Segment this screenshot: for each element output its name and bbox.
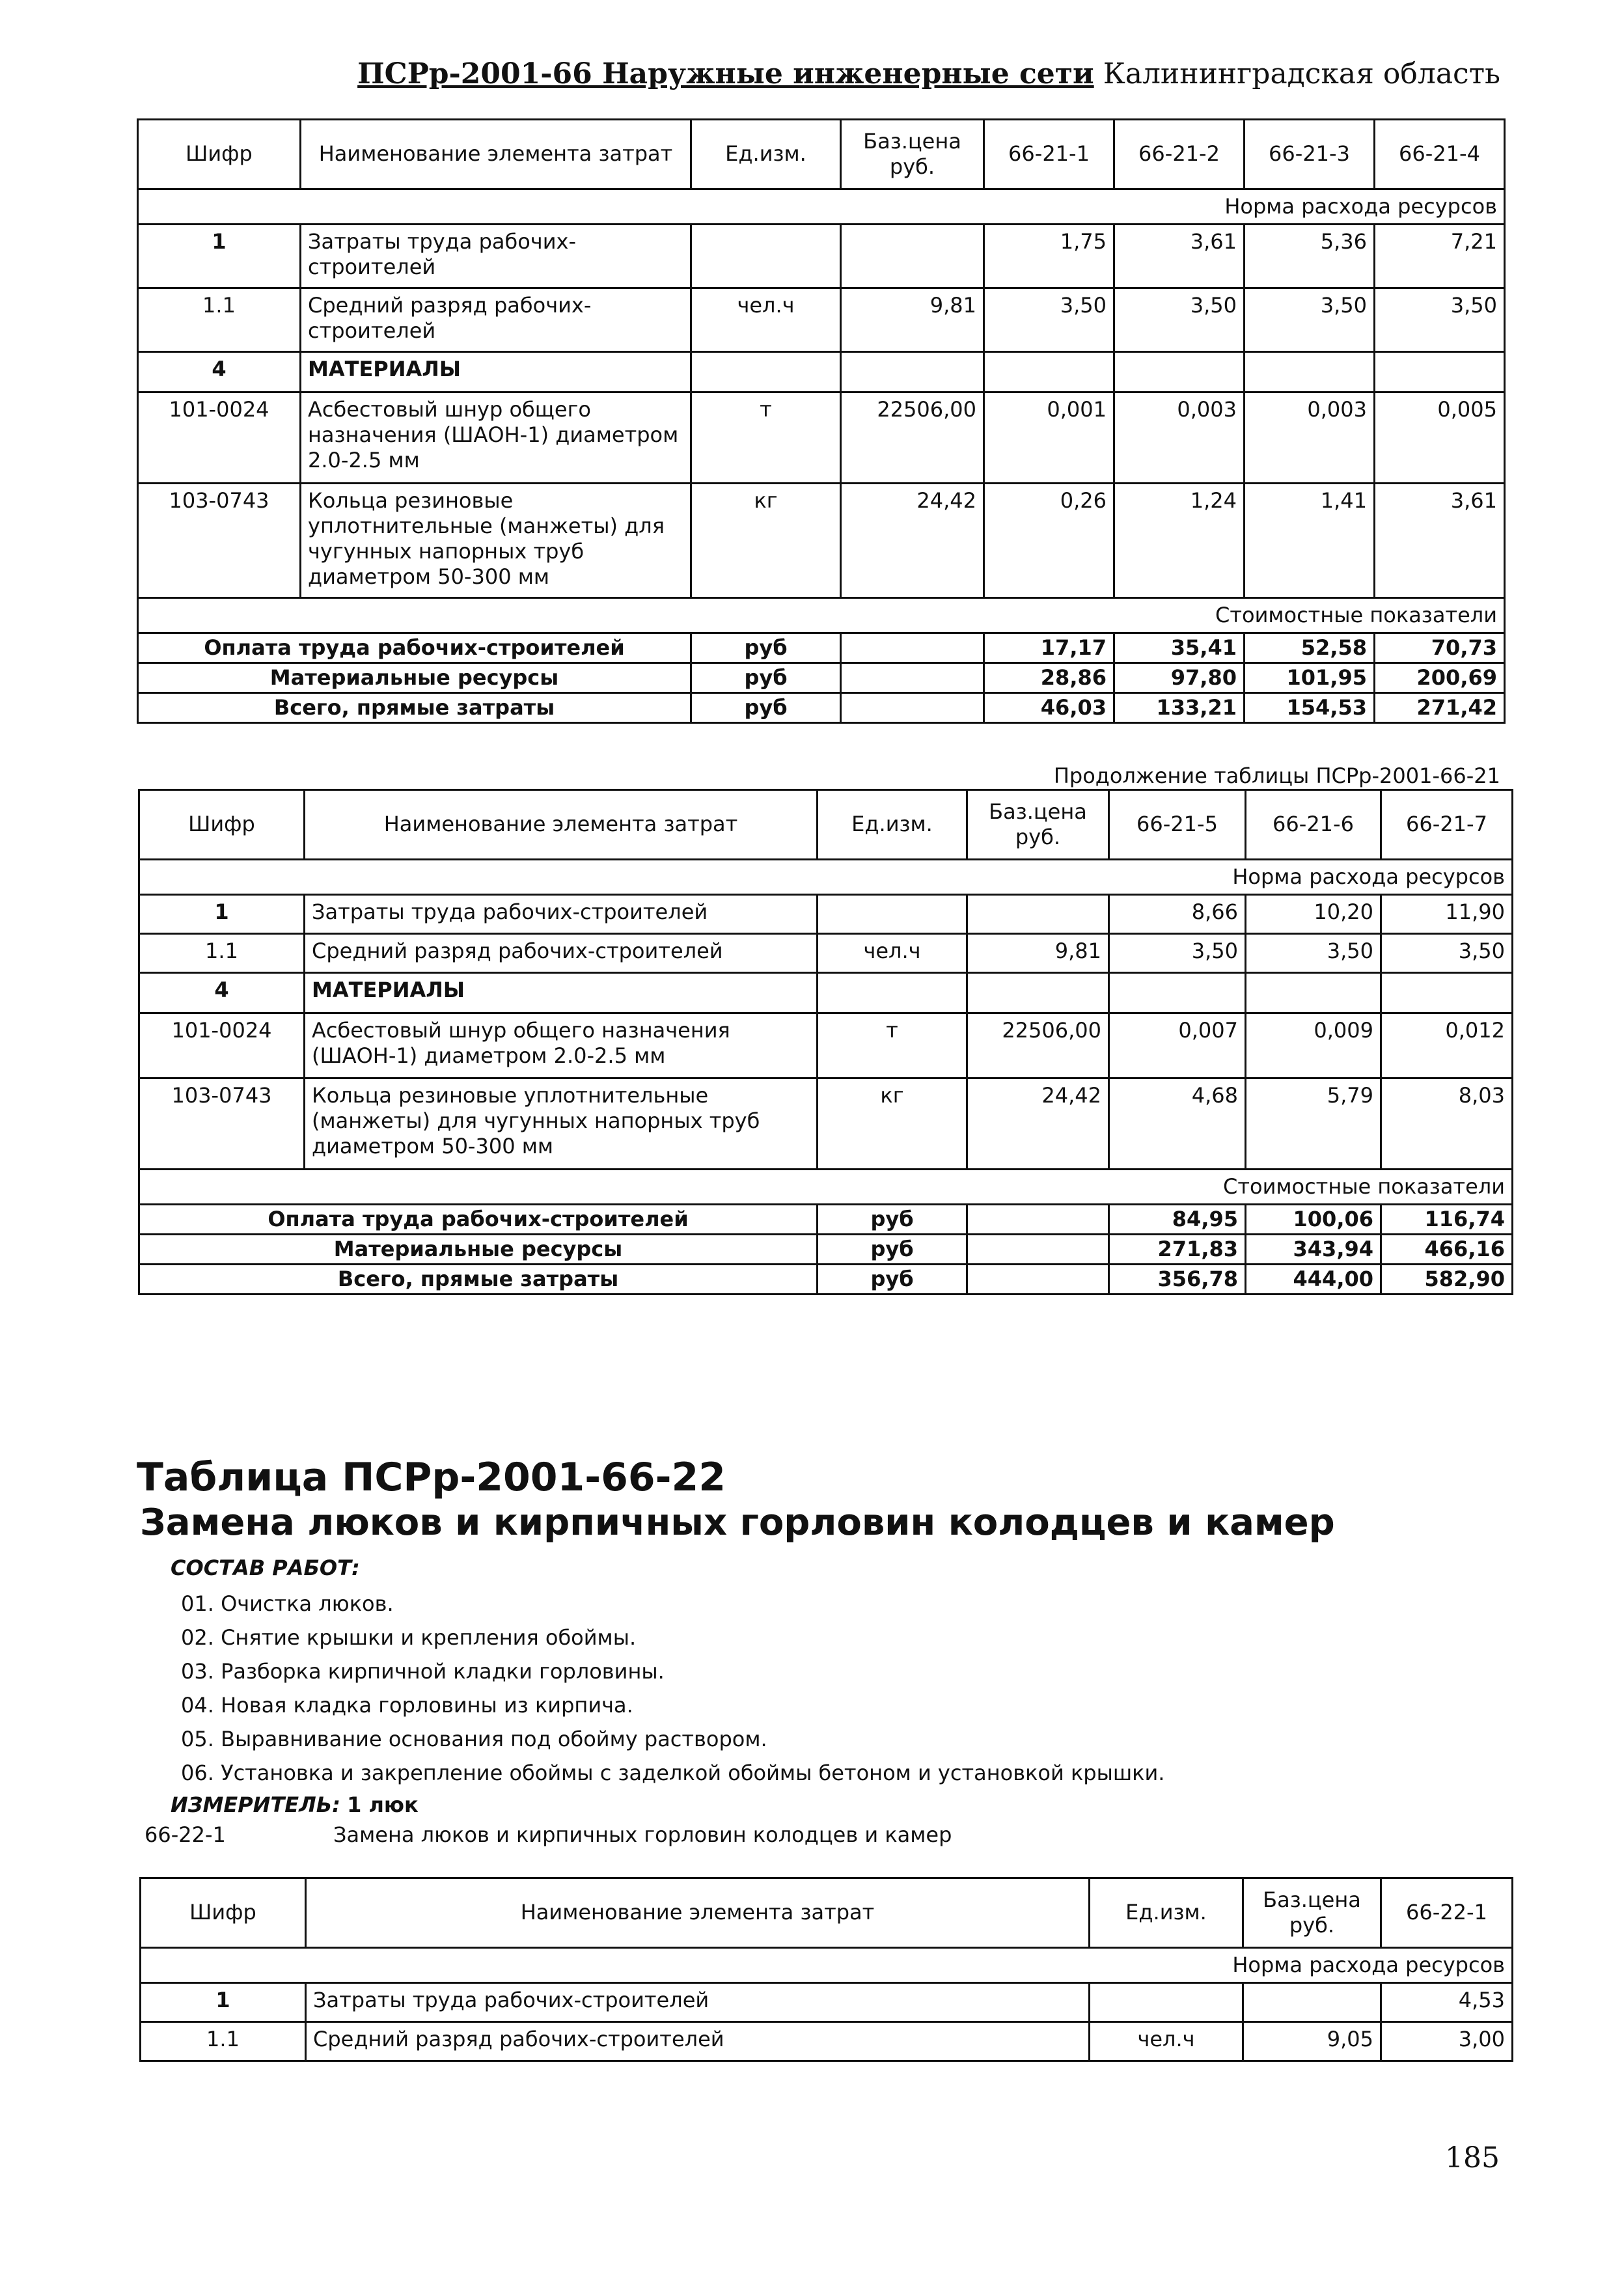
total-value: 154,53 (1245, 693, 1375, 723)
col-header-price: Баз.цена руб. (841, 120, 984, 189)
row-value: 3,50 (1114, 288, 1245, 352)
norm-band: Норма расхода ресурсов (139, 860, 1513, 895)
row-unit: чел.ч (691, 288, 841, 352)
row-value: 0,009 (1246, 1013, 1381, 1078)
total-label: Оплата труда рабочих-строителей (138, 633, 691, 663)
row-price (967, 895, 1109, 934)
row-code: 101-0024 (138, 392, 301, 484)
row-unit: кг (818, 1078, 967, 1170)
row-code: 1.1 (139, 934, 305, 973)
row-code: 1.1 (138, 288, 301, 352)
total-value: 101,95 (1245, 663, 1375, 693)
row-value: 3,50 (1246, 934, 1381, 973)
col-header-66-21-7: 66-21-7 (1381, 790, 1513, 860)
col-header-price: Баз.цена руб. (967, 790, 1109, 860)
list-item: 06. Установка и закрепление обоймы с заделкой обоймы бетоном и установкой крышки. (181, 1761, 1165, 1785)
row-code: 103-0743 (139, 1078, 305, 1170)
total-label: Материальные ресурсы (139, 1235, 818, 1265)
table-row (138, 288, 1505, 352)
total-label: Материальные ресурсы (138, 663, 691, 693)
cost-band-row (138, 598, 1505, 633)
col-header-66-21-4: 66-21-4 (1375, 120, 1505, 189)
row-code: 1 (138, 225, 301, 288)
row-value: 1,41 (1245, 484, 1375, 598)
total-unit: руб (691, 633, 841, 663)
row-name: Средний разряд рабочих-строителей (301, 288, 691, 352)
row-code: 1 (139, 895, 305, 934)
row-unit: чел.ч (818, 934, 967, 973)
row-value: 3,61 (1375, 484, 1505, 598)
row-value: 3,00 (1381, 2022, 1513, 2061)
continuation-note: Продолжение таблицы ПСРр-2001-66-21 (1053, 763, 1500, 788)
table-row (138, 352, 1505, 392)
row-value: 1,24 (1114, 484, 1245, 598)
cost-band-row (139, 1170, 1513, 1205)
total-label: Оплата труда рабочих-строителей (139, 1205, 818, 1235)
col-header-code: Шифр (141, 1878, 306, 1948)
row-unit (818, 895, 967, 934)
table-header-row (138, 120, 1505, 189)
row-value: 3,50 (1109, 934, 1246, 973)
page-number: 185 (1445, 2141, 1500, 2174)
row-name: Кольца резиновые уплотнительные (манжеты) для чугунных напорных труб диаметром 50-300 мм (305, 1078, 818, 1170)
total-value: 35,41 (1114, 633, 1245, 663)
row-name: МАТЕРИАЛЫ (305, 973, 818, 1013)
item-code-line (145, 1822, 952, 1847)
list-item: 01. Очистка люков. (181, 1591, 394, 1616)
total-value: 356,78 (1109, 1265, 1246, 1295)
total-row (138, 693, 1505, 723)
total-value: 343,94 (1246, 1235, 1381, 1265)
item-name: Замена люков и кирпичных горловин колодцев и камер (333, 1822, 952, 1847)
table-header-row (141, 1878, 1513, 1948)
total-price-empty (967, 1265, 1109, 1295)
table-row (139, 1013, 1513, 1078)
total-price-empty (841, 693, 984, 723)
total-price-empty (841, 633, 984, 663)
total-row (139, 1205, 1513, 1235)
row-name: Кольца резиновые уплотнительные (манжеты) для чугунных напорных труб диаметром 50-300 мм (301, 484, 691, 598)
measure-label: ИЗМЕРИТЕЛЬ: (171, 1792, 340, 1817)
section-title: Таблица ПСРр-2001-66-22 (137, 1455, 726, 1500)
table-row (139, 934, 1513, 973)
row-value: 0,005 (1375, 392, 1505, 484)
row-value: 0,003 (1245, 392, 1375, 484)
item-code: 66-22-1 (145, 1822, 226, 1847)
row-code: 4 (139, 973, 305, 1013)
row-value: 5,79 (1246, 1078, 1381, 1170)
norm-band-row (141, 1948, 1513, 1983)
total-value: 100,06 (1246, 1205, 1381, 1235)
row-name: Асбестовый шнур общего назначения (ШАОН-1) диаметром 2.0-2.5 мм (305, 1013, 818, 1078)
row-value: 1,75 (984, 225, 1114, 288)
header-code: ПСРр-2001-66 Наружные инженерные сети (357, 57, 1094, 90)
col-header-unit: Ед.изм. (818, 790, 967, 860)
total-value: 28,86 (984, 663, 1114, 693)
row-value: 4,53 (1381, 1983, 1513, 2022)
row-value: 4,68 (1109, 1078, 1246, 1170)
cost-band: Стоимостные показатели (138, 598, 1505, 633)
row-name: Средний разряд рабочих-строителей (306, 2022, 1090, 2061)
row-unit (1090, 1983, 1243, 2022)
list-item: 05. Выравнивание основания под обойму раствором. (181, 1727, 767, 1751)
row-value (1245, 352, 1375, 392)
row-price: 9,81 (967, 934, 1109, 973)
total-unit: руб (691, 663, 841, 693)
row-unit (691, 352, 841, 392)
resource-table-66-21-part2 (138, 789, 1513, 1295)
row-code: 1 (141, 1983, 306, 2022)
col-header-66-21-3: 66-21-3 (1245, 120, 1375, 189)
total-price-empty (967, 1205, 1109, 1235)
total-value: 271,83 (1109, 1235, 1246, 1265)
total-price-empty (841, 663, 984, 693)
row-code: 101-0024 (139, 1013, 305, 1078)
norm-band: Норма расхода ресурсов (141, 1948, 1513, 1983)
list-item: 03. Разборка кирпичной кладки горловины. (181, 1659, 665, 1684)
row-value: 8,03 (1381, 1078, 1513, 1170)
table-row (141, 2022, 1513, 2061)
row-value: 10,20 (1246, 895, 1381, 934)
row-value: 0,003 (1114, 392, 1245, 484)
total-row (138, 663, 1505, 693)
row-unit: кг (691, 484, 841, 598)
row-name: Асбестовый шнур общего назначения (ШАОН-1) диаметром 2.0-2.5 мм (301, 392, 691, 484)
table-row (141, 1983, 1513, 2022)
work-composition-label: СОСТАВ РАБОТ: (171, 1556, 360, 1580)
total-value: 52,58 (1245, 633, 1375, 663)
col-header-66-21-6: 66-21-6 (1246, 790, 1381, 860)
row-unit: чел.ч (1090, 2022, 1243, 2061)
list-item: 02. Снятие крышки и крепления обоймы. (181, 1625, 637, 1650)
work-composition-list (181, 1587, 1164, 1790)
row-value: 3,50 (1245, 288, 1375, 352)
measure-line (171, 1792, 419, 1817)
row-value (1246, 973, 1381, 1013)
measure-value: 1 люк (347, 1792, 419, 1817)
col-header-66-22-1: 66-22-1 (1381, 1878, 1513, 1948)
table-row (139, 895, 1513, 934)
row-unit (691, 225, 841, 288)
total-unit: руб (691, 693, 841, 723)
row-name: МАТЕРИАЛЫ (301, 352, 691, 392)
row-value (1114, 352, 1245, 392)
total-value: 97,80 (1114, 663, 1245, 693)
total-label: Всего, прямые затраты (138, 693, 691, 723)
total-value: 466,16 (1381, 1235, 1513, 1265)
total-value: 200,69 (1375, 663, 1505, 693)
row-value: 0,007 (1109, 1013, 1246, 1078)
norm-band-row (139, 860, 1513, 895)
row-name: Средний разряд рабочих-строителей (305, 934, 818, 973)
section-subtitle: Замена люков и кирпичных горловин колодцев и камер (140, 1501, 1335, 1544)
row-name: Затраты труда рабочих-строителей (306, 1983, 1090, 2022)
row-value: 0,001 (984, 392, 1114, 484)
total-row (138, 633, 1505, 663)
row-value: 5,36 (1245, 225, 1375, 288)
col-header-unit: Ед.изм. (1090, 1878, 1243, 1948)
total-unit: руб (818, 1265, 967, 1295)
row-price: 24,42 (841, 484, 984, 598)
table-row (139, 1078, 1513, 1170)
row-price (841, 352, 984, 392)
row-code: 103-0743 (138, 484, 301, 598)
row-unit: т (691, 392, 841, 484)
resource-table-66-21-part1 (137, 118, 1506, 724)
row-price: 9,05 (1243, 2022, 1381, 2061)
running-header (137, 55, 1500, 94)
row-value: 3,50 (984, 288, 1114, 352)
total-value: 133,21 (1114, 693, 1245, 723)
row-unit: т (818, 1013, 967, 1078)
row-value (1375, 352, 1505, 392)
total-row (139, 1265, 1513, 1295)
total-value: 582,90 (1381, 1265, 1513, 1295)
total-value: 444,00 (1246, 1265, 1381, 1295)
row-value: 0,26 (984, 484, 1114, 598)
col-header-name: Наименование элемента затрат (306, 1878, 1090, 1948)
row-value (984, 352, 1114, 392)
row-code: 1.1 (141, 2022, 306, 2061)
header-region: Калининградская область (1103, 57, 1500, 90)
row-price: 22506,00 (967, 1013, 1109, 1078)
total-unit: руб (818, 1235, 967, 1265)
row-price: 24,42 (967, 1078, 1109, 1170)
row-value: 3,50 (1375, 288, 1505, 352)
row-price (967, 973, 1109, 1013)
norm-band: Норма расхода ресурсов (138, 189, 1505, 225)
col-header-unit: Ед.изм. (691, 120, 841, 189)
row-price: 9,81 (841, 288, 984, 352)
total-unit: руб (818, 1205, 967, 1235)
row-value (1381, 973, 1513, 1013)
row-value: 8,66 (1109, 895, 1246, 934)
total-label: Всего, прямые затраты (139, 1265, 818, 1295)
norm-band-row (138, 189, 1505, 225)
col-header-price: Баз.цена руб. (1243, 1878, 1381, 1948)
col-header-code: Шифр (138, 120, 301, 189)
total-row (139, 1235, 1513, 1265)
total-value: 46,03 (984, 693, 1114, 723)
total-value: 84,95 (1109, 1205, 1246, 1235)
row-price: 22506,00 (841, 392, 984, 484)
total-price-empty (967, 1235, 1109, 1265)
col-header-66-21-2: 66-21-2 (1114, 120, 1245, 189)
row-value (1109, 973, 1246, 1013)
table-header-row (139, 790, 1513, 860)
col-header-66-21-5: 66-21-5 (1109, 790, 1246, 860)
col-header-code: Шифр (139, 790, 305, 860)
row-value: 3,61 (1114, 225, 1245, 288)
row-value: 0,012 (1381, 1013, 1513, 1078)
total-value: 70,73 (1375, 633, 1505, 663)
cost-band: Стоимостные показатели (139, 1170, 1513, 1205)
total-value: 271,42 (1375, 693, 1505, 723)
row-price (841, 225, 984, 288)
row-name: Затраты труда рабочих-строителей (301, 225, 691, 288)
row-unit (818, 973, 967, 1013)
row-name: Затраты труда рабочих-строителей (305, 895, 818, 934)
row-code: 4 (138, 352, 301, 392)
table-row (138, 484, 1505, 598)
col-header-name: Наименование элемента затрат (301, 120, 691, 189)
total-value: 116,74 (1381, 1205, 1513, 1235)
row-value: 3,50 (1381, 934, 1513, 973)
resource-table-66-22 (139, 1877, 1513, 2062)
row-value: 11,90 (1381, 895, 1513, 934)
col-header-66-21-1: 66-21-1 (984, 120, 1114, 189)
col-header-name: Наименование элемента затрат (305, 790, 818, 860)
table-row (138, 392, 1505, 484)
list-item: 04. Новая кладка горловины из кирпича. (181, 1693, 633, 1718)
total-value: 17,17 (984, 633, 1114, 663)
table-row (138, 225, 1505, 288)
row-value: 7,21 (1375, 225, 1505, 288)
row-price (1243, 1983, 1381, 2022)
table-row (139, 973, 1513, 1013)
